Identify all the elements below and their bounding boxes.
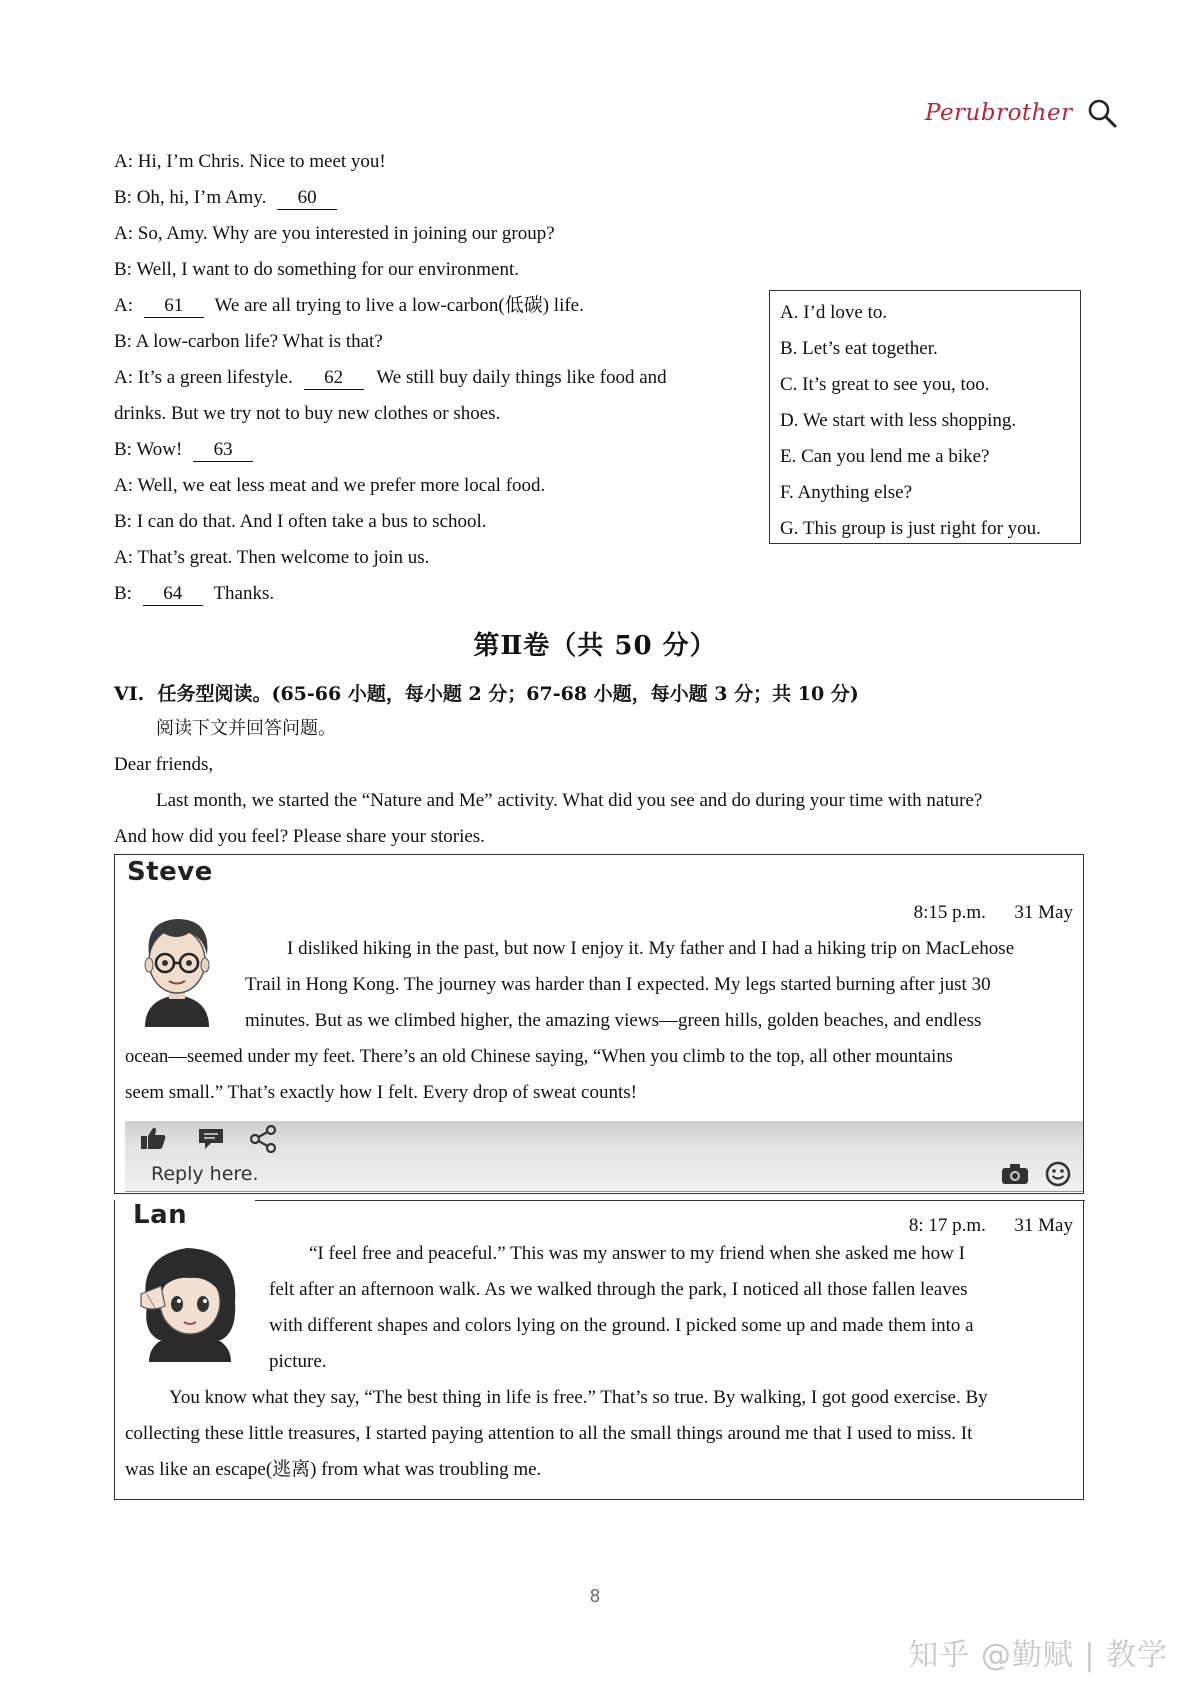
dialogue-line: [114, 436, 253, 464]
option-item: F. Anything else?: [780, 482, 912, 503]
dialogue-text: Hi, I’m Chris. Nice to meet you!: [137, 151, 386, 172]
post-timestamp: 8:15 p.m. 31 May: [913, 902, 1073, 923]
option-item: D. We start with less shopping.: [780, 410, 1017, 431]
speaker-label: B:: [114, 439, 132, 460]
post-text-line: Trail in Hong Kong. The journey was harder than I expected. My legs started burning after just 30: [245, 974, 991, 995]
dialogue-text: It’s a green lifestyle.: [137, 367, 293, 388]
dialogue-line: [114, 580, 274, 608]
answer-blank-60[interactable]: 60: [277, 187, 337, 210]
dialogue-line: [114, 544, 429, 572]
dialogue-text: Well, I want to do something for our environment.: [136, 259, 519, 280]
letter-greeting: Dear friends,: [114, 754, 214, 775]
dialogue-line: [114, 292, 584, 320]
page-number: 8: [589, 1586, 600, 1606]
post-text-line: picture.: [269, 1351, 327, 1372]
answer-blank-64[interactable]: 64: [143, 583, 203, 606]
speaker-label: B:: [114, 259, 132, 280]
speaker-label: A:: [114, 223, 133, 244]
watermark: 知乎 @勤赋 | 教学: [908, 1638, 1168, 1673]
speaker-label: B:: [114, 583, 132, 604]
option-item: A. I’d love to.: [780, 302, 888, 323]
reply-bar: [125, 1121, 1083, 1192]
answer-blank-63[interactable]: 63: [193, 439, 253, 462]
dialogue-line: [114, 400, 500, 428]
dialogue-text: Wow!: [136, 439, 183, 460]
option-item: E. Can you lend me a bike?: [780, 446, 990, 467]
dialogue-text: Oh, hi, I’m Amy.: [136, 187, 267, 208]
post-text-line: I disliked hiking in the past, but now I enjoy it. My father and I had a hiking trip on MacLehose: [287, 938, 1015, 959]
dialogue-text: I can do that. And I often take a bus to school.: [136, 511, 487, 532]
post-text-line: minutes. But as we climbed higher, the amazing views—green hills, golden beaches, and endless: [245, 1010, 982, 1031]
dialogue-line: [114, 328, 383, 356]
emoji-icon[interactable]: [1045, 1161, 1071, 1187]
letter-intro: And how did you feel? Please share your stories.: [114, 826, 485, 847]
dialogue-text: A low-carbon life? What is that?: [135, 331, 383, 352]
speaker-label: A:: [114, 151, 133, 172]
comment-icon[interactable]: [197, 1127, 225, 1151]
dialogue-text: That’s great. Then welcome to join us.: [137, 547, 430, 568]
speaker-label: B:: [114, 511, 132, 532]
speaker-label: A:: [114, 295, 133, 316]
post-author-name: Steve: [127, 857, 213, 887]
post-text-line: collecting these little treasures, I started paying attention to all the small things around me that I used to miss. It: [125, 1423, 973, 1444]
post-card-lan: [114, 1200, 1084, 1500]
dialogue-line: [114, 184, 337, 212]
post-text-line: felt after an afternoon walk. As we walked through the park, I noticed all those fallen leaves: [269, 1279, 968, 1300]
post-text-line: “I feel free and peaceful.” This was my answer to my friend when she asked me how I: [309, 1243, 965, 1264]
brand-logo-text: Perubrother: [925, 100, 1073, 126]
speaker-label: A:: [114, 547, 133, 568]
answer-blank-62[interactable]: 62: [304, 367, 364, 390]
speaker-label: A:: [114, 367, 133, 388]
post-author-name: Lan: [133, 1200, 188, 1230]
avatar: [127, 1236, 253, 1362]
section-instruction: 阅读下文并回答问题。: [156, 718, 336, 739]
post-text-line: You know what they say, “The best thing in life is free.” That’s so true. By walking, I got good exercise. By: [169, 1387, 988, 1408]
search-icon[interactable]: [1087, 98, 1117, 128]
post-text-line: ocean—seemed under my feet. There’s an old Chinese saying, “When you climb to the top, all other mountains: [125, 1046, 953, 1067]
dialogue-text: Well, we eat less meat and we prefer more local food.: [137, 475, 546, 496]
dialogue-line: [114, 148, 386, 176]
camera-icon[interactable]: [1001, 1163, 1029, 1185]
share-icon[interactable]: [249, 1125, 277, 1153]
avatar: [127, 903, 227, 1027]
dialogue-text: We are all trying to live a low-carbon(低碳) life.: [214, 295, 584, 316]
dialogue-text: Thanks.: [213, 583, 275, 604]
dialogue-text: We still buy daily things like food and: [376, 367, 667, 388]
thumbs-up-icon[interactable]: [139, 1125, 167, 1151]
option-item: C. It’s great to see you, too.: [780, 374, 990, 395]
post-text-line: with different shapes and colors lying on the ground. I picked some up and made them into a: [269, 1315, 974, 1336]
speaker-label: B:: [114, 187, 132, 208]
dialogue-line: [114, 220, 555, 248]
post-text-line: was like an escape(逃离) from what was troubling me.: [125, 1459, 542, 1480]
post-text-line: seem small.” That’s exactly how I felt. Every drop of sweat counts!: [125, 1082, 637, 1103]
part-title: 第Ⅱ卷（共 50 分）: [473, 631, 717, 661]
brand-header: [925, 98, 1117, 128]
post-card-steve: [114, 854, 1084, 1194]
post-timestamp: 8: 17 p.m. 31 May: [908, 1215, 1073, 1236]
options-box: [769, 290, 1081, 544]
dialogue-line: [114, 364, 667, 392]
speaker-label: B:: [114, 331, 132, 352]
letter-intro: Last month, we started the “Nature and Me” activity. What did you see and do during your time with nature?: [156, 790, 983, 811]
option-item: G. This group is just right for you.: [780, 518, 1041, 539]
speaker-label: A:: [114, 475, 133, 496]
section-heading: VI. 任务型阅读。(65-66 小题，每小题 2 分；67-68 小题，每小题 3 分；共 10 分): [114, 683, 859, 705]
reply-input[interactable]: Reply here.: [151, 1163, 259, 1185]
dialogue-text: drinks. But we try not to buy new clothes or shoes.: [114, 403, 501, 424]
divider: [255, 1200, 1085, 1201]
option-item: B. Let’s eat together.: [780, 338, 938, 359]
dialogue-line: [114, 472, 545, 500]
dialogue-line: [114, 256, 519, 284]
dialogue-line: [114, 508, 487, 536]
dialogue-text: So, Amy. Why are you interested in joining our group?: [137, 223, 555, 244]
answer-blank-61[interactable]: 61: [144, 295, 204, 318]
